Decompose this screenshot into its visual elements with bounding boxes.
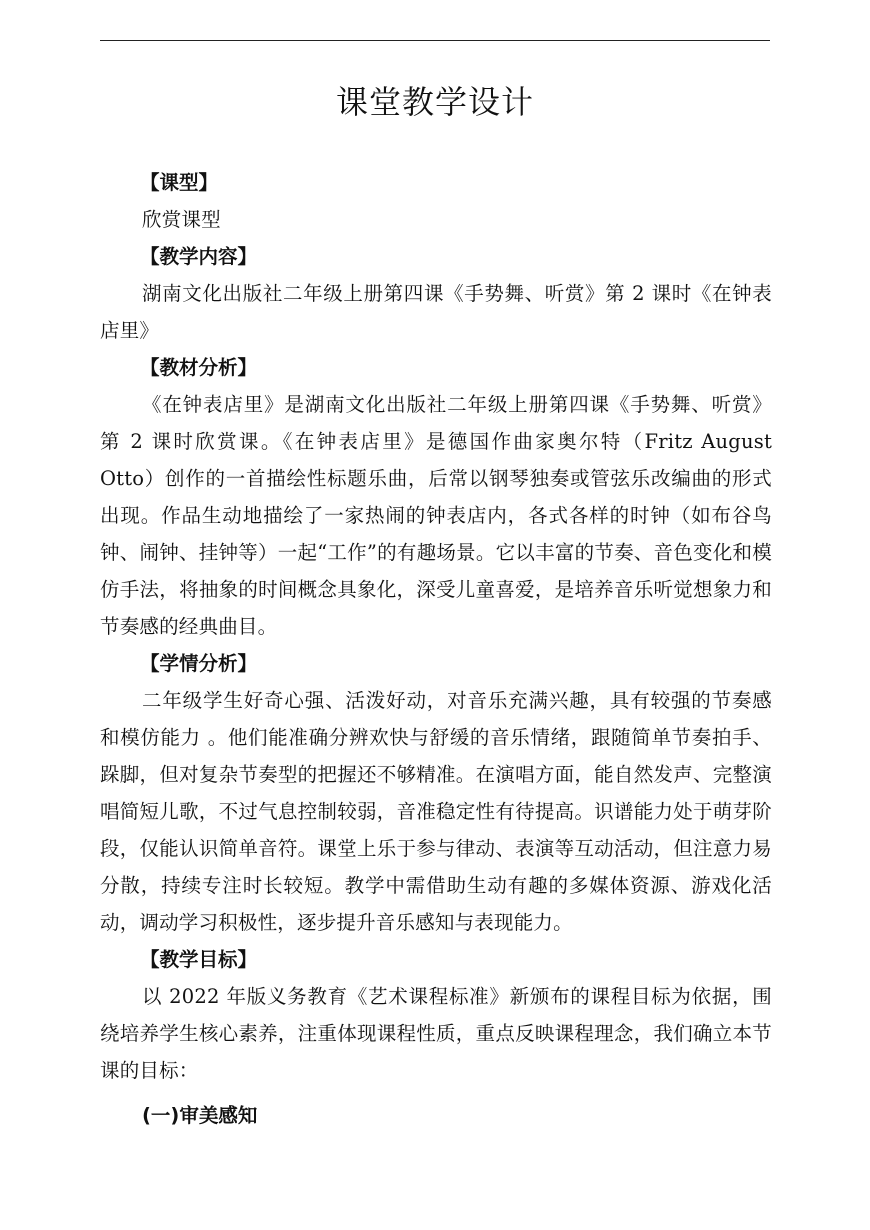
section-teaching-objectives (100, 941, 772, 1089)
subheading-aesthetic-perception: (一)审美感知 (142, 1104, 258, 1127)
section-lesson-type (100, 164, 772, 238)
section-heading: 【教材分析】 (140, 356, 258, 379)
section-paragraph: 以 2022 年版义务教育《艺术课程标准》新颁布的课程目标为依据，围绕培养学生核心素养，注重体现课程性质，重点反映课程理念，我们确立本节课的目标： (100, 985, 772, 1082)
section-paragraph: 欣赏课型 (142, 208, 221, 231)
section-teaching-content (100, 238, 772, 349)
section-student-analysis (100, 645, 772, 941)
section-heading: 【课型】 (140, 171, 219, 194)
section-heading: 【教学目标】 (140, 948, 258, 971)
document-title: 课堂教学设计 (335, 83, 534, 121)
document-body (100, 164, 772, 1134)
header-rule (100, 40, 770, 41)
section-heading: 【教学内容】 (140, 245, 258, 268)
section-heading: 【学情分析】 (140, 652, 258, 675)
section-paragraph: 湖南文化出版社二年级上册第四课《手势舞、听赏》第 2 课时《在钟表店里》 (100, 282, 772, 342)
section-paragraph: 二年级学生好奇心强、活泼好动，对音乐充满兴趣，具有较强的节奏感和模仿能力 。他们能准确分辨欢快与舒缓的音乐情绪，跟随简单节奏拍手、跺脚，但对复杂节奏型的把握还不够精准。在演唱方面，能自然发声、完整演唱简短儿歌，不过气息控制较弱，音准稳定性有待提高。识谱能力处于萌芽阶段，仅能认识简单音符。课堂上乐于参与律动、表演等互动活动，但注意力易分散，持续专注时长较短。教学中需借助生动有趣的多媒体资源、游戏化活动，调动学习积极性，逐步提升音乐感知与表现能力。 (100, 689, 772, 934)
section-paragraph: 《在钟表店里》是湖南文化出版社二年级上册第四课《手势舞、听赏》第 2 课时欣赏课。《在钟表店里》是德国作曲家奥尔特（Fritz August Otto）创作的一首描绘性标题乐曲，后常以钢琴独奏或管弦乐改编曲的形式出现。作品生动地描绘了一家热闹的钟表店内，各式各样的时钟（如布谷鸟钟、闹钟、挂钟等）一起“工作”的有趣场景。它以丰富的节奏、音色变化和模仿手法，将抽象的时间概念具象化，深受儿童喜爱，是培养音乐听觉想象力和节奏感的经典曲目。 (100, 393, 772, 638)
section-material-analysis (100, 349, 772, 645)
